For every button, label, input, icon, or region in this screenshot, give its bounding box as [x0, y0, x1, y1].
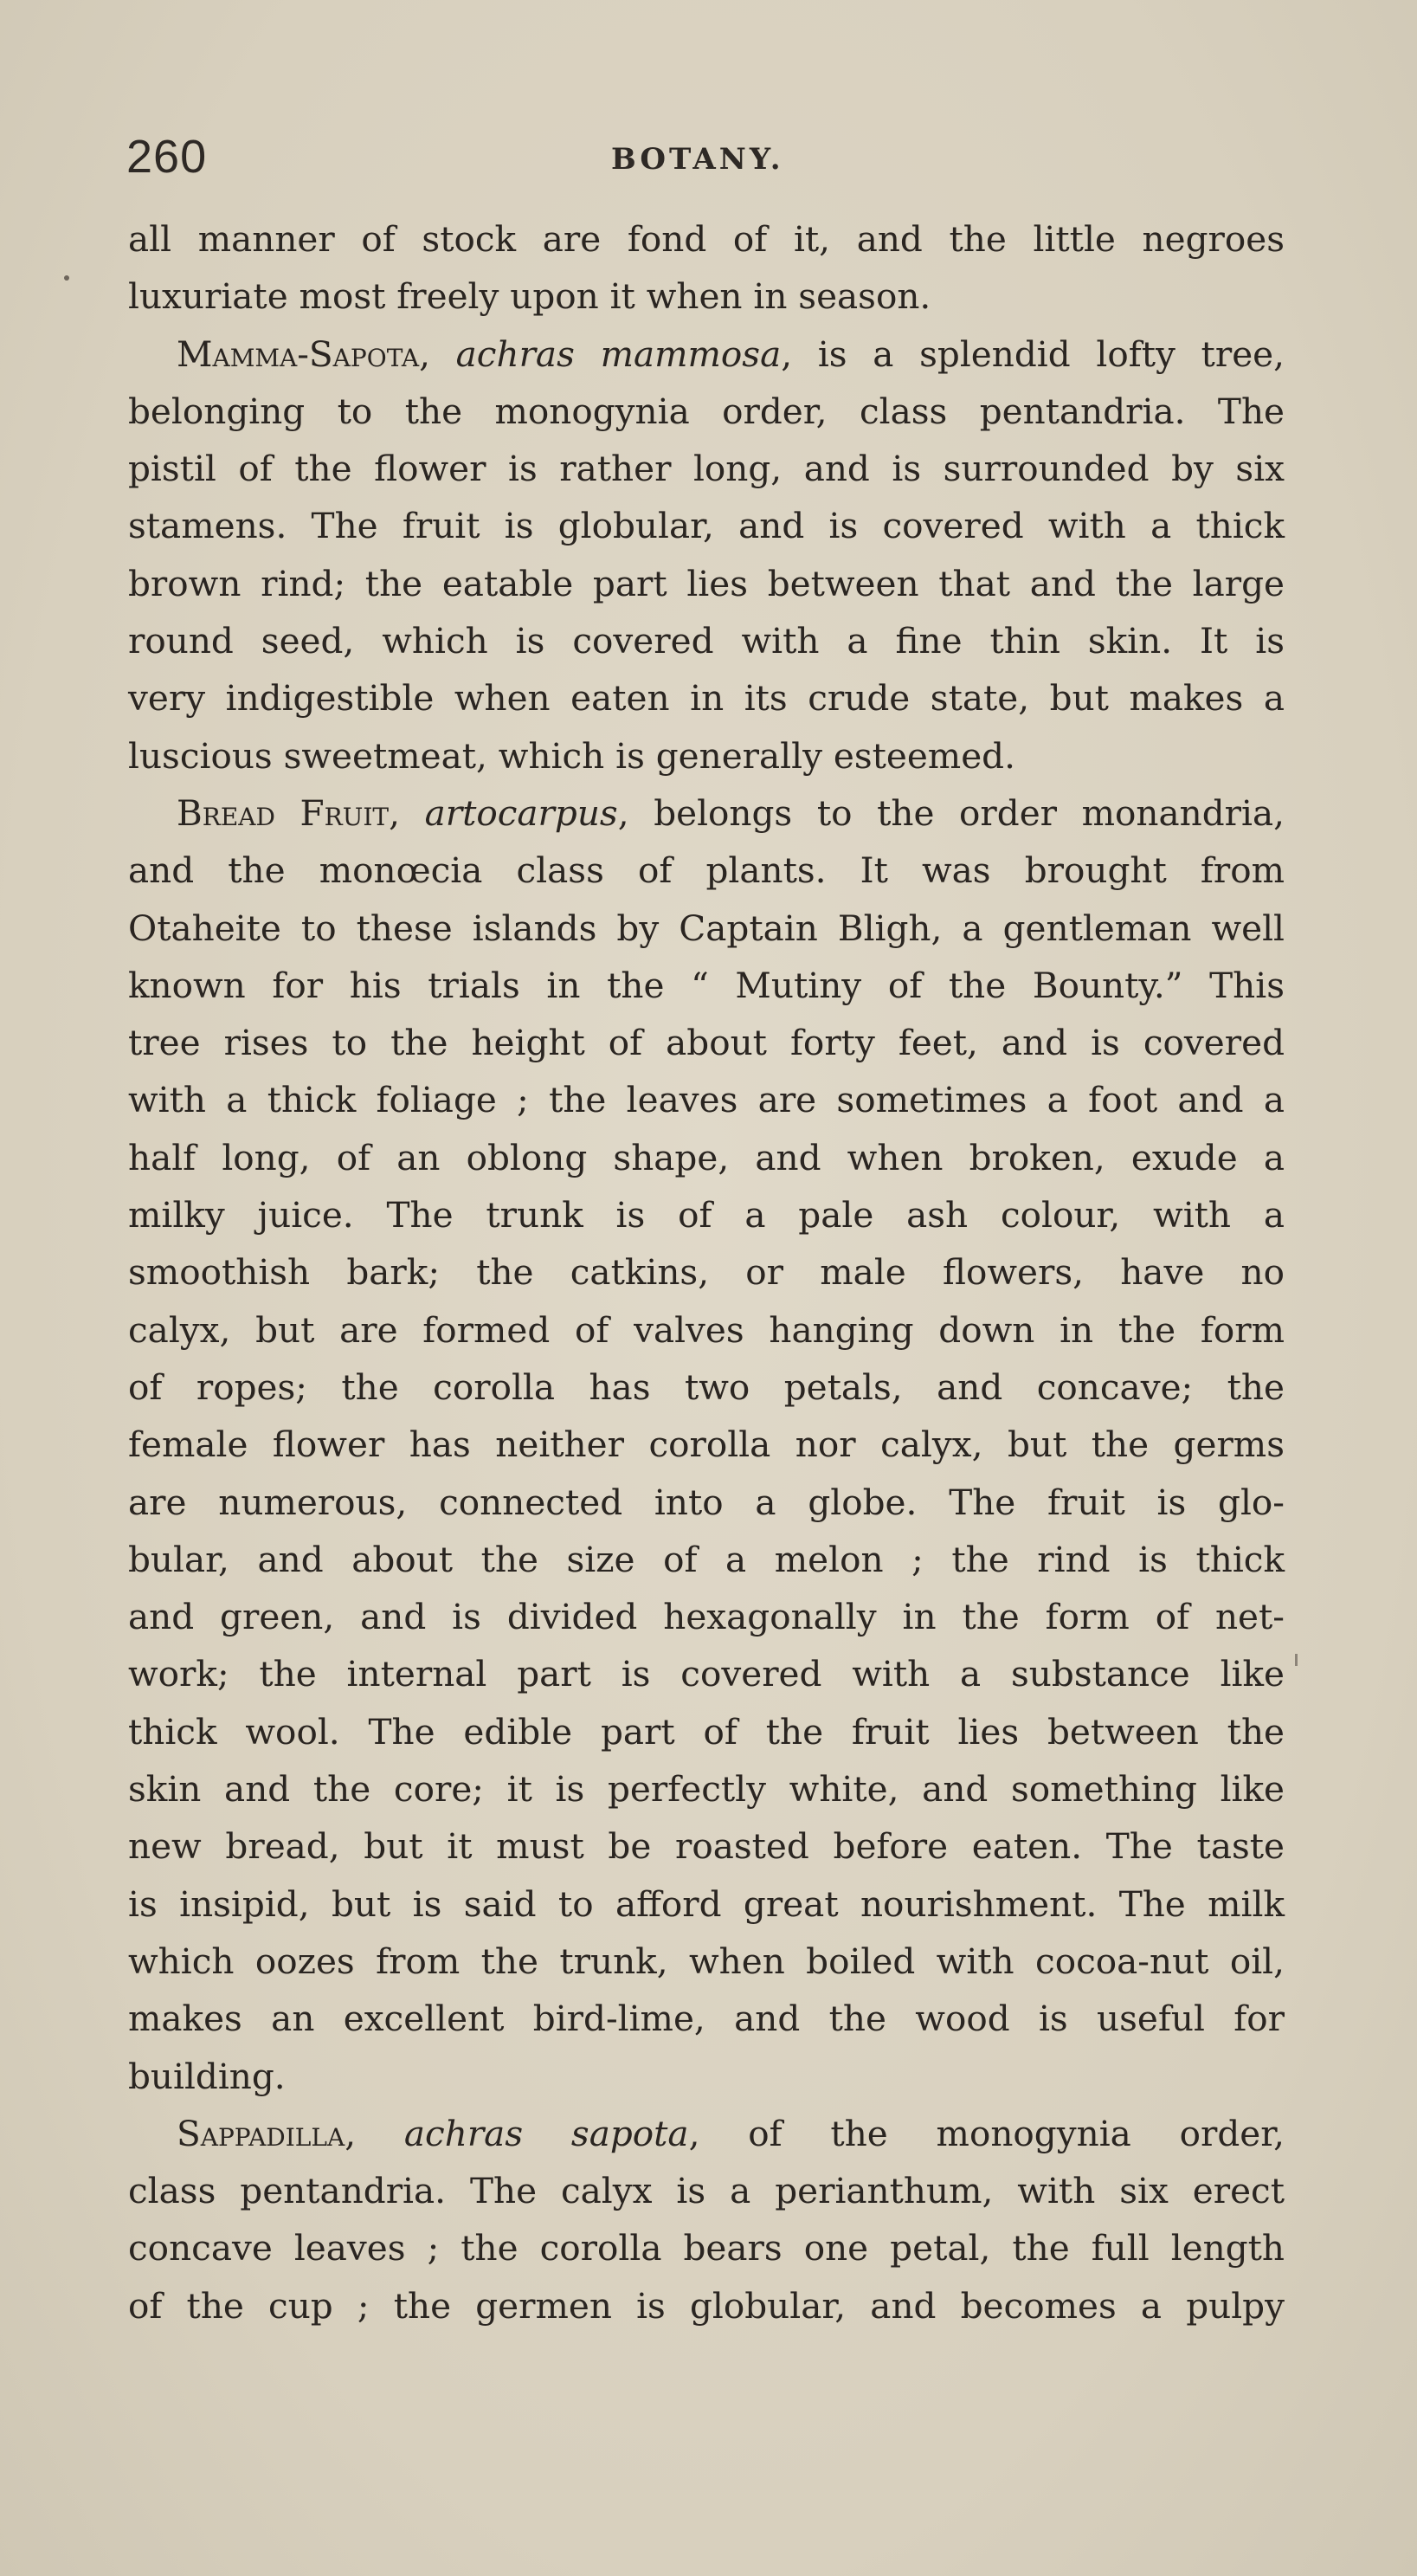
text-run: tree rises to the height of about forty feet, and is covered: [128, 1022, 1285, 1064]
text-run: brown rind; the eatable part lies between that and the large: [128, 562, 1285, 604]
text-line: [128, 1359, 1285, 1416]
text-run: new bread, but it must be roasted before eaten. The taste: [128, 1825, 1285, 1868]
text-run: work; the internal part is covered with a substance like: [128, 1653, 1285, 1695]
text-line: [128, 842, 1285, 899]
text-run: belonging to the monogynia order, class pentandria. The: [128, 390, 1285, 432]
text-line: [128, 326, 1285, 383]
text-line: [128, 2219, 1285, 2276]
text-run: female flower has neither corolla nor calyx, but the germs: [128, 1424, 1285, 1466]
text-run: ,: [389, 791, 425, 834]
text-run: known for his trials in the “ Mutiny of the Bounty.” This: [128, 964, 1285, 1006]
page-number: 260: [126, 131, 208, 183]
margin-speck: [64, 275, 69, 281]
text-run: luxuriate most freely upon it when in season.: [128, 275, 931, 318]
text-run: , belongs to the order monandria,: [617, 791, 1285, 834]
text-run: milky juice. The trunk is of a pale ash colour, with a: [128, 1194, 1285, 1236]
text-run: , is a splendid lofty tree,: [781, 332, 1285, 375]
text-line: [128, 2105, 1285, 2162]
text-line: [128, 1014, 1285, 1071]
text-line: [128, 497, 1285, 554]
text-line: [128, 383, 1285, 440]
text-line: [128, 1301, 1285, 1359]
text-line: [128, 957, 1285, 1014]
page-header: [126, 130, 1286, 190]
text-line: [128, 1531, 1285, 1588]
latin-name: achras mammosa: [455, 332, 782, 375]
text-line: [128, 669, 1285, 726]
text-line: [128, 2162, 1285, 2219]
body-text: [128, 210, 1285, 2334]
text-run: and green, and is divided hexagonally in the form of net-: [128, 1596, 1285, 1638]
text-run: class pentandria. The calyx is a perianthum, with six erect: [128, 2170, 1285, 2212]
text-line: [128, 1990, 1285, 2047]
text-run: bular, and about the size of a melon ; the rind is thick: [128, 1538, 1285, 1580]
text-line: [128, 1876, 1285, 1933]
text-line: [128, 1186, 1285, 1243]
text-run: round seed, which is covered with a fine thin skin. It is: [128, 620, 1285, 662]
text-line: [128, 1588, 1285, 1645]
text-run: half long, of an oblong shape, and when broken, exude a: [128, 1136, 1285, 1178]
text-run: of the cup ; the germen is globular, and becomes a pulpy: [128, 2284, 1285, 2327]
text-run: thick wool. The edible part of the fruit lies between the: [128, 1710, 1285, 1753]
text-line: [128, 2048, 1285, 2105]
text-line: [128, 784, 1285, 842]
text-run: concave leaves ; the corolla bears one petal, the full length: [128, 2227, 1285, 2269]
text-run: of ropes; the corolla has two petals, and concave; the: [128, 1365, 1285, 1408]
text-line: [128, 1645, 1285, 1702]
text-line: [128, 1933, 1285, 1990]
text-run: makes an excellent bird-lime, and the wood is useful for: [128, 1998, 1285, 2040]
text-line: [128, 612, 1285, 669]
entry-heading: Sappadilla: [177, 2112, 345, 2154]
text-run: very indigestible when eaten in its crude state, but makes a: [128, 677, 1285, 720]
latin-name: artocarpus: [424, 791, 618, 834]
text-line: [128, 1243, 1285, 1301]
text-run: stamens. The fruit is globular, and is covered with a thick: [128, 505, 1285, 547]
text-run: is insipid, but is said to afford great nourishment. The milk: [128, 1882, 1285, 1925]
text-run: skin and the core; it is perfectly white, and something like: [128, 1768, 1285, 1811]
text-run: ,: [419, 332, 456, 375]
text-run: are numerous, connected into a globe. The fruit is glo-: [128, 1481, 1285, 1523]
text-line: [128, 210, 1285, 268]
entry-heading: Bread Fruit: [177, 791, 390, 834]
text-run: all manner of stock are fond of it, and the little negroes: [128, 218, 1285, 260]
text-line: [128, 440, 1285, 497]
text-run: with a thick foliage ; the leaves are sometimes a foot and a: [128, 1079, 1285, 1121]
text-run: luscious sweetmeat, which is generally esteemed.: [128, 734, 1015, 777]
text-line: [128, 1817, 1285, 1875]
text-line: [128, 1703, 1285, 1760]
text-run: , of the monogynia order,: [688, 2112, 1285, 2154]
text-line: [128, 2277, 1285, 2334]
latin-name: achras sapota: [403, 2112, 689, 2154]
margin-tick: [1295, 1654, 1298, 1666]
running-head: BOTANY.: [611, 142, 784, 177]
text-run: ,: [345, 2112, 404, 2154]
text-line: [128, 1129, 1285, 1186]
text-run: which oozes from the trunk, when boiled with cocoa-nut oil,: [128, 1940, 1285, 1982]
text-run: and the monœcia class of plants. It was brought from: [128, 849, 1285, 892]
text-line: [128, 727, 1285, 784]
text-line: [128, 1416, 1285, 1473]
text-line: [128, 1474, 1285, 1531]
text-line: [128, 555, 1285, 612]
text-run: Otaheite to these islands by Captain Bligh, a gentleman well: [128, 907, 1285, 949]
entry-heading: Mamma-Sapota: [177, 332, 420, 375]
text-line: [128, 900, 1285, 957]
text-line: [128, 1071, 1285, 1128]
text-line: [128, 268, 1285, 325]
text-run: pistil of the flower is rather long, and is surrounded by six: [128, 448, 1285, 490]
text-line: [128, 1760, 1285, 1817]
text-run: building.: [128, 2055, 286, 2097]
text-run: calyx, but are formed of valves hanging down in the form: [128, 1308, 1285, 1351]
text-run: smoothish bark; the catkins, or male flowers, have no: [128, 1251, 1285, 1294]
